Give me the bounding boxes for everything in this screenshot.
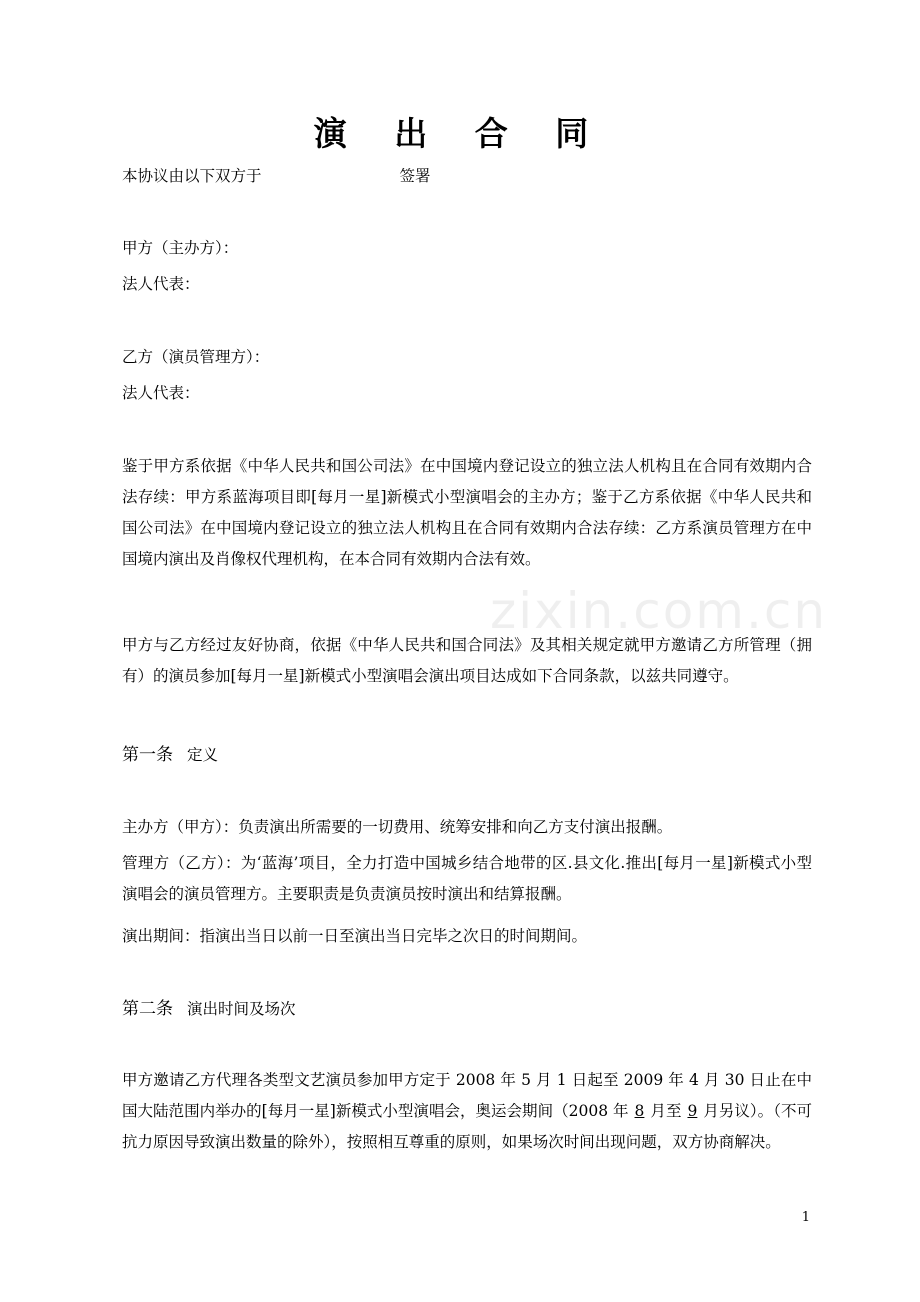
party-b-rep: 法人代表： [122,384,200,402]
party-b-label: 乙方（演员管理方）： [122,348,270,366]
article-2-body [122,1065,812,1158]
month-end-blank: 9 [687,1102,698,1120]
article-1-heading [122,743,218,767]
article-2-text-after: 月另议）。（不可抗力原因导致演出数量的除外），按照相互尊重的原则，如果场次时间出现问题，双方协商解决。 [122,1102,812,1151]
article-2-number: 第二条 [122,999,173,1019]
watermark: zixin.com.cn [490,582,828,640]
intro-lead: 本协议由以下双方于 [122,167,262,185]
article-2-text-mid: 月至 [650,1102,682,1120]
intro-line [122,166,431,186]
recital-paragraph-2: 甲方与乙方经过友好协商，依据《中华人民共和国合同法》及其相关规定就甲方邀请乙方所管理（拥有）的演员参加[每月一星]新模式小型演唱会演出项目达成如下合同条款，以兹共同遵守。 [122,636,812,685]
party-a-label: 甲方（主办方）： [122,239,239,257]
article-1-item: 演出期间：指演出当日以前一日至演出当日完毕之次日的时间期间。 [122,927,588,945]
intro-sign: 签署 [399,167,431,185]
article-1-item: 管理方（乙方）：为‘蓝海’项目，全力打造中国城乡结合地带的区.县文化.推出[每月一星]新模式小型演唱会的演员管理方。主要职责是负责演员按时演出和结算报酬。 [122,854,812,903]
recital-paragraph-1: 鉴于甲方系依据《中华人民共和国公司法》在中国境内登记设立的独立法人机构且在合同有效期内合法存续：甲方系蓝海项目即[每月一星]新模式小型演唱会的主办方；鉴于乙方系依据《中华人民共和国公司法》在中国境内登记设立的独立法人机构且在合同有效期内合法存续：乙方系演员管理方在中国境内演出及肖像权代理机构，在本合同有效期内合法有效。 [122,457,812,568]
month-start-blank: 8 [634,1102,645,1120]
page-number: 1 [801,1210,810,1225]
party-a-rep: 法人代表： [122,275,200,293]
document-title: 演 出 合 同 [313,114,607,153]
article-2-title: 演出时间及场次 [187,1000,296,1018]
article-1-number: 第一条 [122,745,173,765]
article-1-title: 定义 [187,746,219,764]
article-1-item: 主办方（甲方）：负责演出所需要的一切费用、统筹安排和向乙方支付演出报酬。 [122,818,673,836]
article-2-heading [122,997,296,1021]
article-2-text-before: 甲方邀请乙方代理各类型文艺演员参加甲方定于 2008 年 5 月 1 日起至 2009 年 4 月 30 日止在中国大陆范围内举办的[每月一星]新模式小型演唱会，奥运会期间（2008 年 [122,1071,812,1120]
